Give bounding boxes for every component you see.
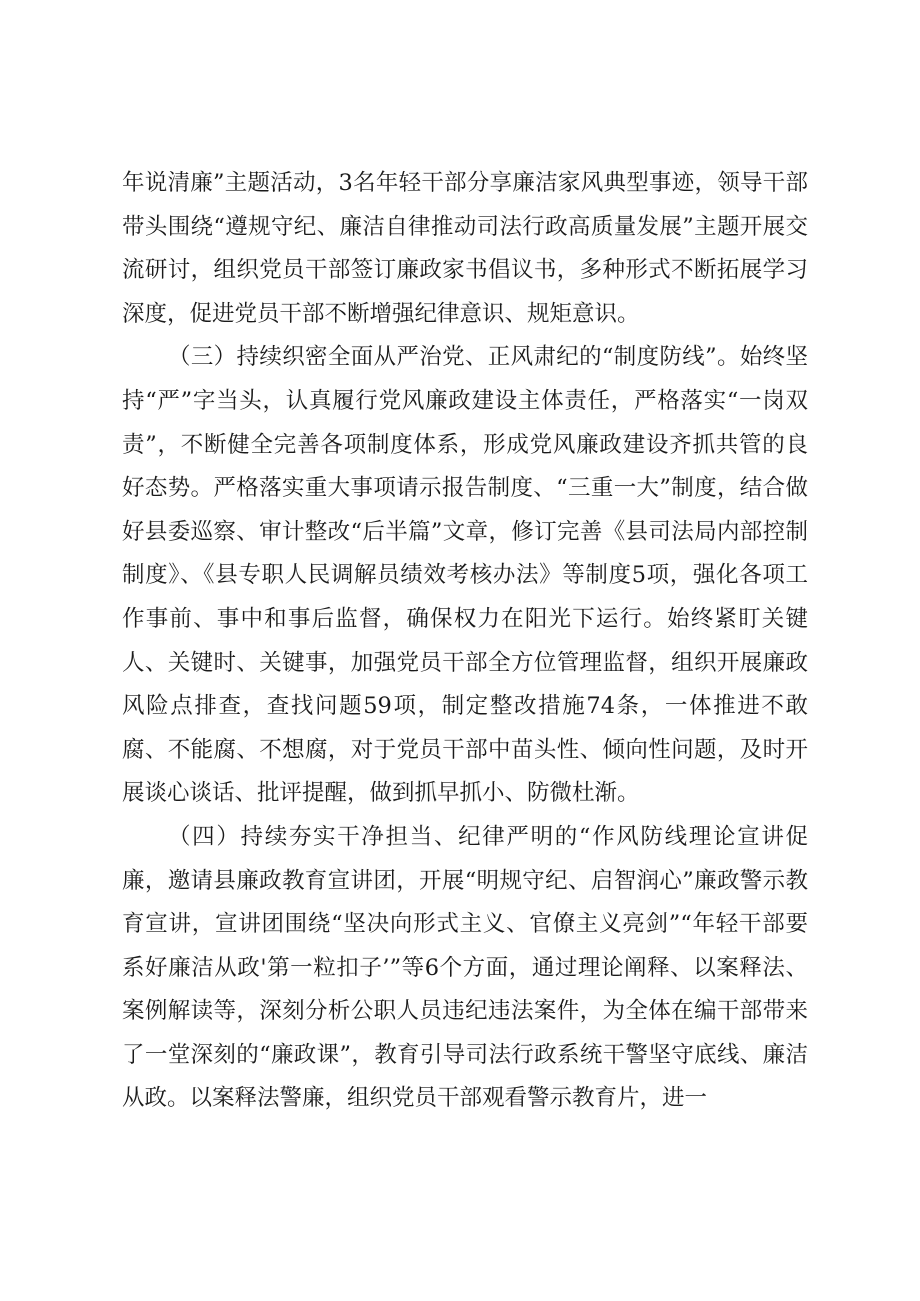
paragraph-section-four: （四）持续夯实干净担当、纪律严明的“作风防线理论宣讲促廉，邀请县廉政教育宣讲团，开展“明规守纪、启智润心”廉政警示教育宣讲，宣讲团围绕“坚决向形式主义、官僚主义亮剑”“年轻干部要系好廉洁从政'第一粒扣子’”等6个方面，通过理论阐释、以案释法、案例解读等，深刻分析公职人员违纪违法案件，为全体在编干部带来了一堂深刻的“廉政课”，教育引导司法行政系统干警坚守底线、廉洁从政。以案释法警廉，组织党员干部观看警示教育片，进一 bbox=[122, 823, 808, 1112]
paragraph-continuation: 年说清廉”主题活动，3名年轻干部分享廉洁家风典型事迹，领导干部带头围绕“遵规守纪、廉洁自律推动司法行政高质量发展”主题开展交流研讨，组织党员干部签订廉政家书倡议书，多种形式不断拓展学习深度，促进党员干部不断增强纪律意识、规矩意识。 bbox=[122, 170, 808, 327]
paragraph-section-three: （三）持续织密全面从严治党、正风肃纪的“制度防线”。始终坚持“严”字当头，认真履行党风廉政建设主体责任，严格落实“一岗双责”，不断健全完善各项制度体系，形成党风廉政建设齐抓共管的良好态势。严格落实重大事项请示报告制度、“三重一大”制度，结合做好县委巡察、审计整改“后半篇”文章，修订完善《县司法局内部控制制度》、《县专职人民调解员绩效考核办法》等制度5项，强化各项工作事前、事中和事后监督，确保权力在阳光下运行。始终紧盯关键人、关键时、关键事，加强党员干部全方位管理监督，组织开展廉政风险点排查，查找问题59项，制定整改措施74条，一体推进不敢腐、不能腐、不想腐，对于党员干部中苗头性、倾向性问题，及时开展谈心谈话、批评提醒，做到抓早抓小、防微杜渐。 bbox=[122, 344, 808, 807]
document-body bbox=[122, 162, 808, 1121]
